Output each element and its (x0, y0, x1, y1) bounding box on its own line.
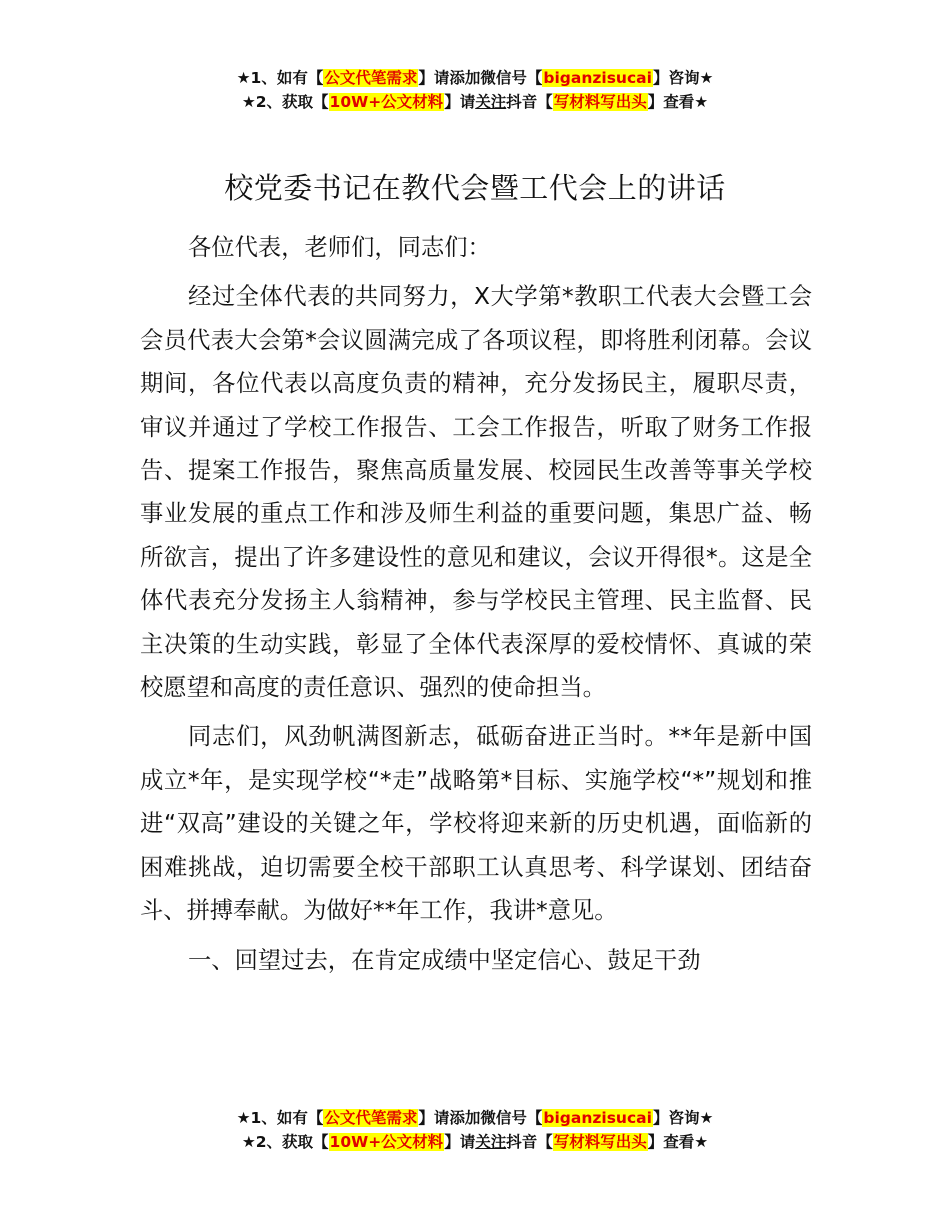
promo-text: 】查看★ (647, 93, 709, 111)
promo-banner-bottom (0, 1106, 950, 1154)
promo-highlight: 10W+公文材料 (329, 93, 444, 111)
promo-text: 】咨询★ (652, 69, 714, 87)
paragraph: 经过全体代表的共同努力，X大学第*教职工代表大会暨工会会员代表大会第*会议圆满完成了各项议程，即将胜利闭幕。会议期间，各位代表以高度负责的精神，充分发扬民主，履职尽责，审议并通过了学校工作报告、工会工作报告，听取了财务工作报告、提案工作报告，聚焦高质量发展、校园民生改善等事关学校事业发展的重点工作和涉及师生利益的重要问题，集思广益、畅所欲言，提出了许多建设性的意见和建议，会议开得很*。这是全体代表充分发扬主人翁精神，参与学校民主管理、民主监督、民主决策的生动实践，彰显了全体代表深厚的爱校情怀、真诚的荣校愿望和高度的责任意识、强烈的使命担当。 (140, 283, 812, 702)
promo-line-2 (0, 90, 950, 114)
promo-underlined: 关注 (475, 1133, 507, 1151)
promo-highlight: 写材料写出头 (553, 1133, 647, 1151)
promo-line-1 (0, 1106, 950, 1130)
promo-highlight: 公文代笔需求 (324, 69, 418, 87)
document-body (140, 226, 812, 988)
document-title: 校党委书记在教代会暨工代会上的讲话 (224, 171, 726, 205)
promo-text: 】请添加微信号【 (418, 1109, 543, 1127)
promo-line-1 (0, 66, 950, 90)
promo-text: ★2、获取【 (241, 1133, 329, 1151)
promo-text: 抖音【 (506, 1133, 553, 1151)
promo-text: 抖音【 (506, 93, 553, 111)
promo-text: ★2、获取【 (241, 93, 329, 111)
promo-underlined: 关注 (475, 93, 507, 111)
promo-text: 】请 (444, 1133, 476, 1151)
promo-highlight: 10W+公文材料 (329, 1133, 444, 1151)
promo-text: ★1、如有【 (236, 69, 324, 87)
promo-highlight: 写材料写出头 (553, 93, 647, 111)
paragraph: 同志们，风劲帆满图新志，砥砺奋进正当时。**年是新中国成立*年，是实现学校“*走”战略第*目标、实施学校“*”规划和推进“双高”建设的关键之年，学校将迎来新的历史机遇，面临新的困难挑战，迫切需要全校干部职工认真思考、科学谋划、团结奋斗、拼搏奉献。为做好**年工作，我讲*意见。 (140, 723, 812, 925)
promo-highlight: biganzisucai (543, 1109, 652, 1127)
promo-banner-top (0, 66, 950, 114)
promo-highlight: biganzisucai (543, 69, 652, 87)
promo-text: 】咨询★ (652, 1109, 714, 1127)
promo-text: ★1、如有【 (236, 1109, 324, 1127)
promo-text: 】查看★ (647, 1133, 709, 1151)
promo-line-2 (0, 1130, 950, 1154)
greeting: 各位代表，老师们，同志们： (188, 234, 491, 261)
promo-text: 】请添加微信号【 (418, 69, 543, 87)
promo-highlight: 公文代笔需求 (324, 1109, 418, 1127)
promo-text: 】请 (444, 93, 476, 111)
section-heading: 一、回望过去，在肯定成绩中坚定信心、鼓足干劲 (188, 946, 701, 974)
